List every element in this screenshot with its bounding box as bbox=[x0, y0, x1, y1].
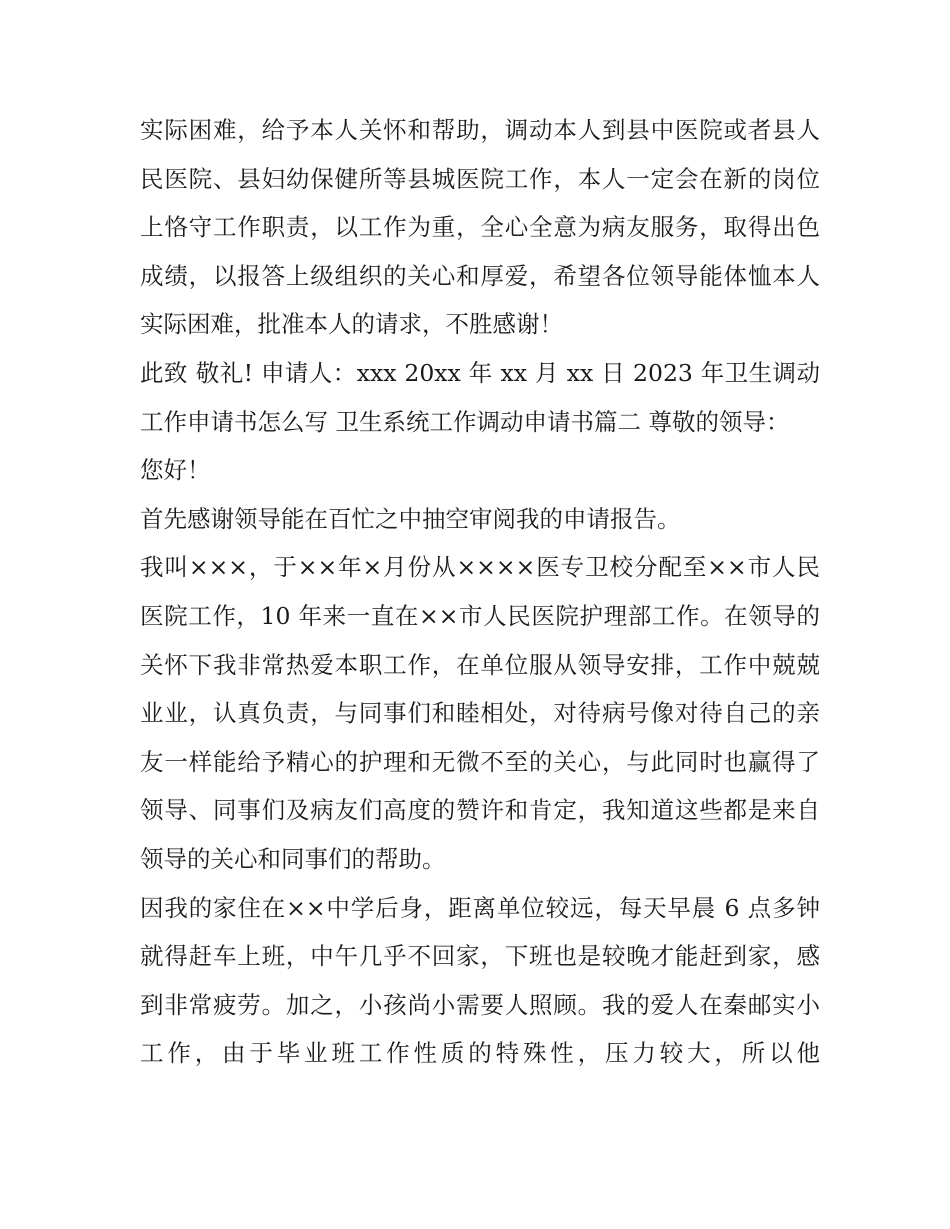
paragraph-request-closing: 实际困难，给予本人关怀和帮助，调动本人到县中医院或者县人民医院、县妇幼保健所等县城医院工作，本人一定会在新的岗位上恪守工作职责，以工作为重，全心全意为病友服务，取得出色成绩，以报答上级组织的关心和厚爱，希望各位领导能体恤本人实际困难，批准本人的请求，不胜感谢！ bbox=[140, 116, 820, 339]
paragraph-salutation-and-title: 此致 敬礼! 申请人：xxx 20xx 年 xx 月 xx 日 2023 年卫生调动工作申请书怎么写 卫生系统工作调动申请书篇二 尊敬的领导： bbox=[140, 358, 820, 436]
paragraph-greeting: 您好！ bbox=[140, 456, 211, 485]
document-body bbox=[140, 106, 820, 1078]
paragraph-background: 我叫×××，于××年×月份从××××医专卫校分配至××市人民医院工作，10 年来一直在××市人民医院护理部工作。在领导的关怀下我非常热爱本职工作，在单位服从领导安排，工作中兢兢业业，认真负责，与同事们和睦相处，对待病号像对待自己的亲友一样能给予精心的护理和无微不至的关心，与此同时也赢得了领导、同事们及病友们高度的赞许和肯定，我知道这些都是来自领导的关心和同事们的帮助。 bbox=[140, 553, 820, 873]
paragraph-reasons: 因我的家住在××中学后身，距离单位较远，每天早晨 6 点多钟就得赶车上班，中午几乎不回家，下班也是较晚才能赶到家，感到非常疲劳。加之，小孩尚小需要人照顾。我的爱人在秦邮实小工作，由于毕业班工作性质的特殊性，压力较大，所以他 bbox=[140, 893, 820, 1068]
paragraph-thanks: 首先感谢领导能在百忙之中抽空审阅我的申请报告。 bbox=[140, 504, 681, 533]
